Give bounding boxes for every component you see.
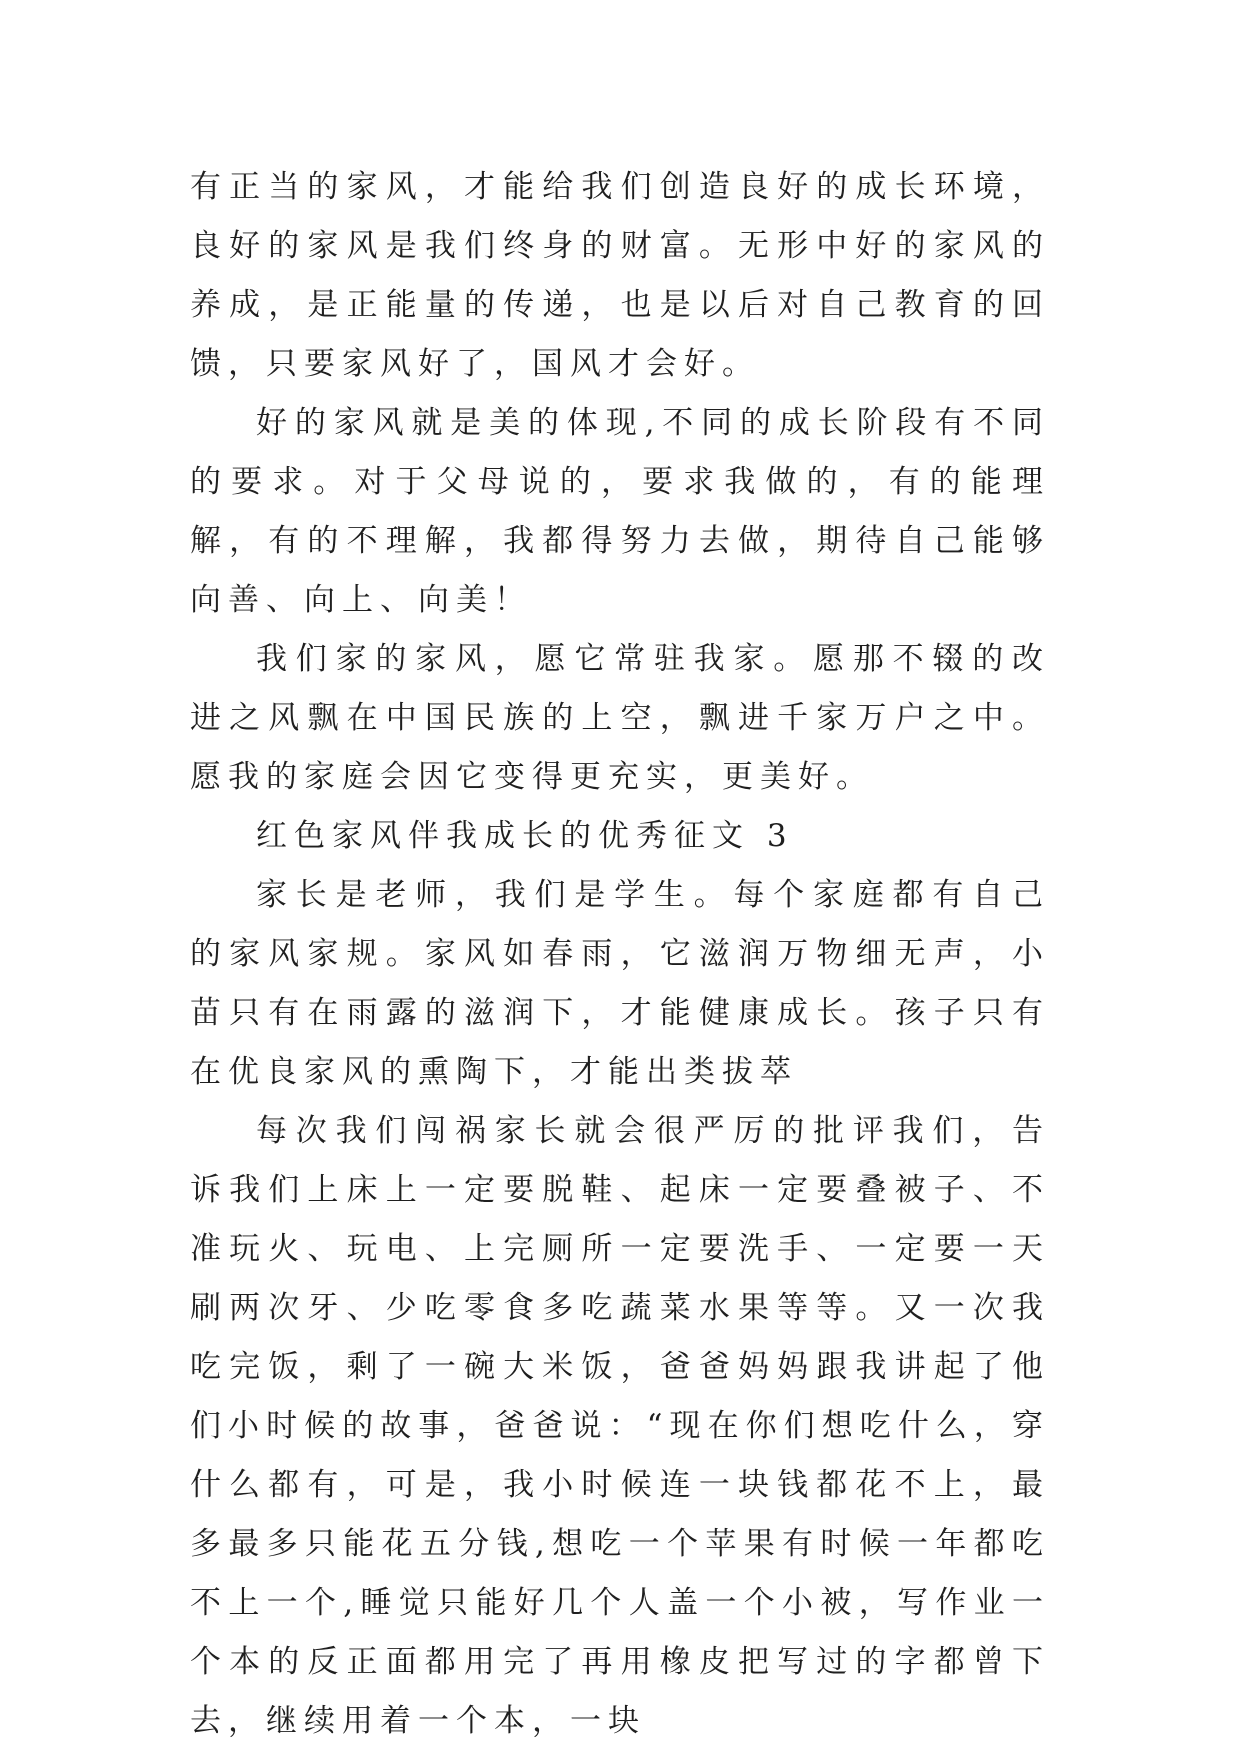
paragraph-5: 家长是老师，我们是学生。每个家庭都有自己的家风家规。家风如春雨，它滋润万物细无声，小苗只有在雨露的滋润下，才能健康成长。孩子只有在优良家风的熏陶下，才能出类拔萃 [190, 877, 1050, 1090]
paragraph-3: 我们家的家风，愿它常驻我家。愿那不辍的改进之风飘在中国民族的上空，飘进千家万户之中。愿我的家庭会因它变得更充实，更美好。 [190, 641, 1050, 795]
paragraph-6: 每次我们闯祸家长就会很严厉的批评我们，告诉我们上床上一定要脱鞋、起床一定要叠被子、不准玩火、玩电、上完厕所一定要洗手、一定要一天刷两次牙、少吃零食多吃蔬菜水果等等。又一次我吃完饭，剩了一碗大米饭，爸爸妈妈跟我讲起了他们小时候的故事，爸爸说：“现在你们想吃什么，穿什么都有，可是，我小时候连一块钱都花不上，最多最多只能花五分钱,想吃一个苹果有时候一年都吃不上一个,睡觉只能好几个人盖一个小被，写作业一个本的反正面都用完了再用橡皮把写过的字都曾下去，继续用着一个本，一块 [190, 1113, 1050, 1739]
document-body [190, 158, 1050, 1751]
section-heading: 红色家风伴我成长的优秀征文 3 [256, 818, 794, 854]
paragraph-1: 有正当的家风，才能给我们创造良好的成长环境，良好的家风是我们终身的财富。无形中好的家风的养成，是正能量的传递，也是以后对自己教育的回馈，只要家风好了，国风才会好。 [190, 169, 1050, 382]
paragraph-2: 好的家风就是美的体现,不同的成长阶段有不同的要求。对于父母说的，要求我做的，有的能理解，有的不理解，我都得努力去做，期待自己能够向善、向上、向美！ [190, 405, 1050, 618]
